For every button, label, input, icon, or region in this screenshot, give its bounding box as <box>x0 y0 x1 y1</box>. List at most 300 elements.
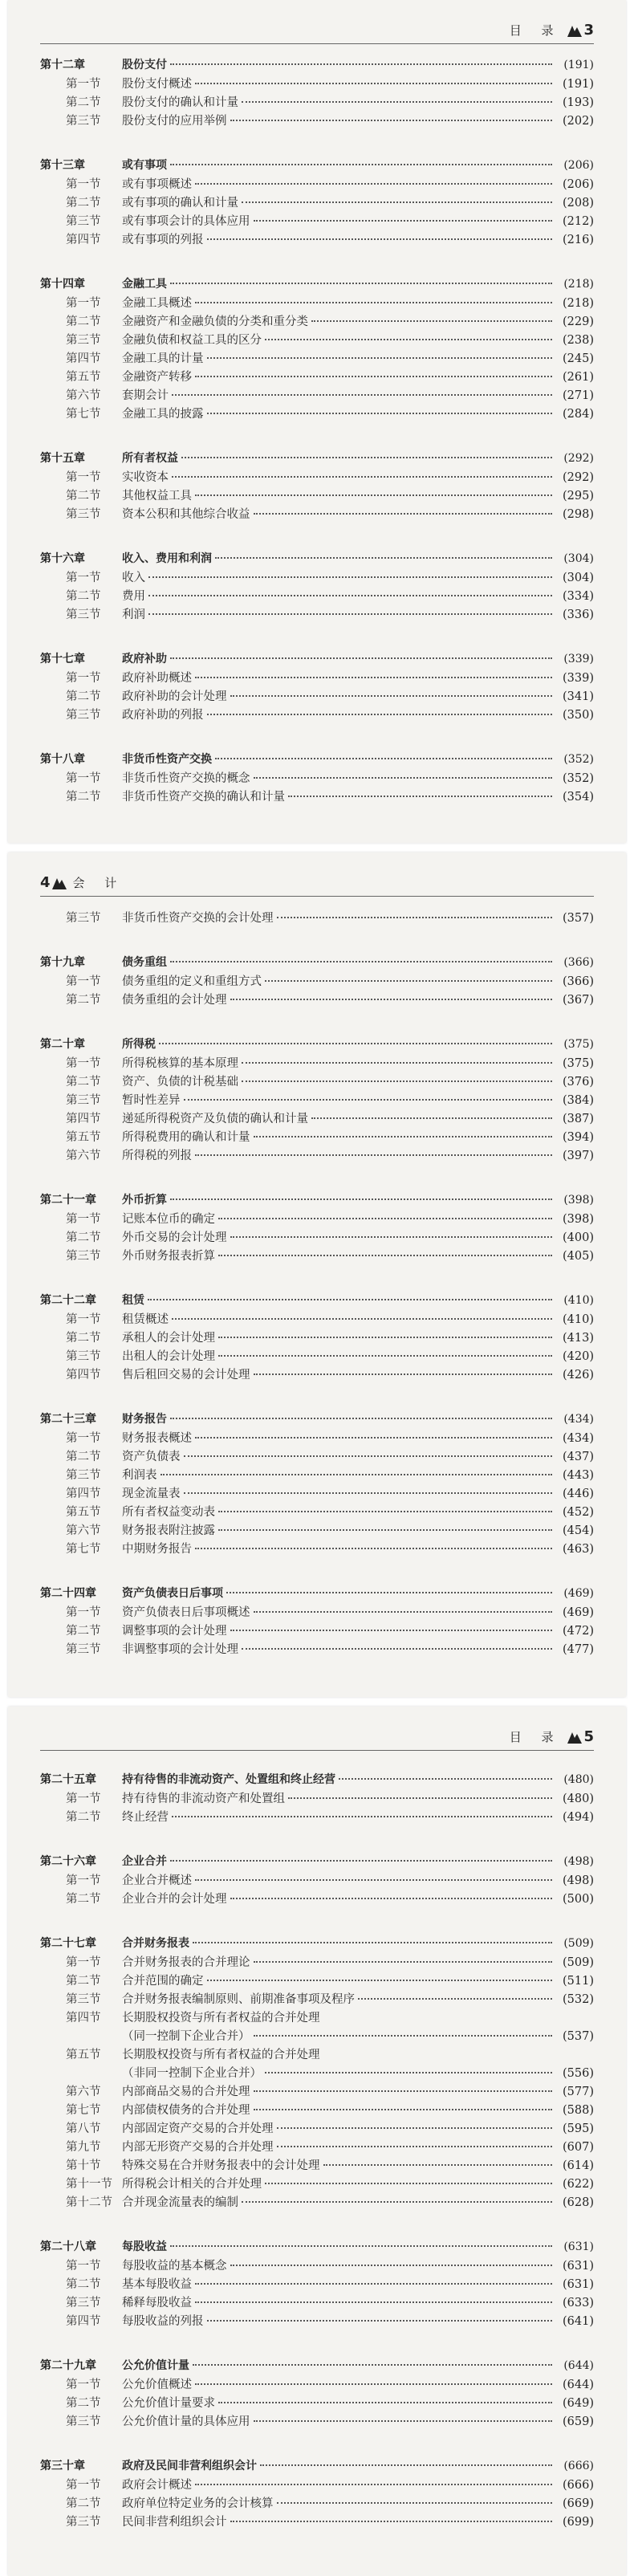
section-row-page: (397) <box>563 1150 594 1162</box>
section-row-label: 第一节 <box>66 1057 101 1070</box>
chapter-row-title: 债务重组 <box>122 956 167 969</box>
section-row-title: 内部商品交易的合并处理 <box>122 2086 250 2098</box>
section-row-page: (334) <box>563 590 594 603</box>
section-row-title: 内部无形资产交易的合并处理 <box>122 2141 274 2154</box>
section-row-page: (454) <box>563 1524 594 1537</box>
section-row-title: 收入 <box>122 572 145 584</box>
section-row[interactable] <box>40 2193 594 2212</box>
section-row-title: 所得税的列报 <box>122 1150 192 1162</box>
dot-leader <box>148 595 552 596</box>
section-row-title: 实收资本 <box>122 471 169 484</box>
section-row-page: (405) <box>563 1250 594 1263</box>
chapter-row[interactable] <box>40 954 594 972</box>
section-row-page: (366) <box>563 975 594 988</box>
chapter-row[interactable] <box>40 275 594 294</box>
section-row-page: (357) <box>563 912 594 925</box>
section-row[interactable] <box>40 294 594 312</box>
chapter-block <box>40 450 594 523</box>
section-row[interactable] <box>40 2476 594 2494</box>
section-row[interactable] <box>40 1808 594 1826</box>
section-row-page: (498) <box>563 1874 594 1887</box>
dot-leader <box>254 777 553 779</box>
section-row-label: 第六节 <box>66 2086 101 2098</box>
dot-leader <box>195 1437 552 1439</box>
section-row-title: 特殊交易在合并财务报表中的会计处理 <box>122 2159 320 2172</box>
chapter-row[interactable] <box>40 1853 594 1871</box>
chapter-row[interactable] <box>40 650 594 669</box>
section-row[interactable] <box>40 2138 594 2156</box>
dot-leader <box>159 1043 552 1044</box>
section-row-page: (350) <box>563 709 594 722</box>
dot-leader <box>358 1998 552 2000</box>
dot-leader <box>218 1529 552 1531</box>
section-row[interactable] <box>40 1990 594 2008</box>
section-row[interactable] <box>40 175 594 193</box>
section-row-title: 公允价值计量要求 <box>122 2397 215 2410</box>
dot-leader <box>323 2164 553 2166</box>
section-row-label: 第二节 <box>66 1332 101 1345</box>
dot-leader <box>242 1648 552 1650</box>
section-row-page: (452) <box>563 1506 594 1519</box>
section-row-label: 第六节 <box>66 1150 101 1162</box>
section-row-label: 第三节 <box>66 1350 101 1363</box>
section-row[interactable] <box>40 1347 594 1365</box>
section-row-page: (212) <box>563 215 594 228</box>
section-row-label: 第三节 <box>66 1094 101 1107</box>
chapter-row[interactable] <box>40 1771 594 1789</box>
section-row-page: (261) <box>563 371 594 384</box>
section-row[interactable] <box>40 687 594 706</box>
chapter-row-label: 第十二章 <box>40 59 85 71</box>
chapter-row[interactable] <box>40 751 594 769</box>
section-row-title: 财务报表附注披露 <box>122 1524 215 1537</box>
section-row-label: 第一节 <box>66 1313 101 1326</box>
section-row-label: 第二节 <box>66 1893 101 1906</box>
section-row[interactable] <box>40 2082 594 2101</box>
section-row-label: 第三节 <box>66 334 101 347</box>
section-row[interactable] <box>40 2101 594 2119</box>
dot-leader <box>184 1492 553 1494</box>
section-row-title: 递延所得税资产及负债的确认和计量 <box>122 1113 308 1125</box>
section-row-page: (304) <box>563 572 594 584</box>
section-row-title: 长期股权投资与所有者权益的合并处理 <box>122 2012 320 2025</box>
toc-list <box>40 1771 594 2558</box>
section-row[interactable] <box>40 1484 594 1503</box>
section-row[interactable] <box>40 1365 594 1384</box>
section-row-page: (394) <box>563 1131 594 1144</box>
chapter-block <box>40 909 594 927</box>
section-row[interactable] <box>40 468 594 486</box>
toc-list <box>40 56 594 832</box>
section-row[interactable] <box>40 405 594 423</box>
chapter-row[interactable] <box>40 450 594 468</box>
section-row-label: 第一节 <box>66 2379 101 2391</box>
section-row-title: 利润 <box>122 608 145 621</box>
chapter-row-title: 每股收益 <box>122 2240 167 2253</box>
section-row-label: 第一节 <box>66 1606 101 1619</box>
section-row-page: (588) <box>563 2104 594 2117</box>
section-row-title: 或有事项概述 <box>122 178 192 191</box>
section-row-page: (463) <box>563 1543 594 1556</box>
section-row-label: 第二节 <box>66 315 101 328</box>
chapter-row[interactable] <box>40 1191 594 1210</box>
section-row[interactable] <box>40 2494 594 2513</box>
section-row-page: (376) <box>563 1076 594 1089</box>
section-row[interactable] <box>40 2064 594 2082</box>
dot-leader <box>184 1099 553 1101</box>
section-row[interactable] <box>40 1640 594 1658</box>
chapter-row-title: 政府补助 <box>122 653 167 665</box>
dot-leader <box>195 2301 552 2303</box>
section-row[interactable] <box>40 93 594 112</box>
section-row-title: 资本公积和其他综合收益 <box>122 508 250 521</box>
section-row[interactable] <box>40 2312 594 2330</box>
dot-leader <box>195 376 552 377</box>
section-row[interactable] <box>40 1228 594 1247</box>
chapter-row[interactable] <box>40 157 594 175</box>
section-row-title: 非货币性资产交换的会计处理 <box>122 912 274 925</box>
section-row-page: (400) <box>563 1231 594 1244</box>
dot-leader <box>218 1511 552 1512</box>
dot-leader <box>265 980 552 982</box>
chapter-row-label: 第二十一章 <box>40 1194 96 1207</box>
section-row[interactable] <box>40 1429 594 1447</box>
chapter-block <box>40 954 594 1009</box>
chapter-row-label: 第二十九章 <box>40 2359 96 2372</box>
section-row-page: (292) <box>563 471 594 484</box>
chapter-row[interactable] <box>40 2457 594 2476</box>
section-row[interactable] <box>40 331 594 349</box>
section-row-label: 第一节 <box>66 975 101 988</box>
section-row[interactable] <box>40 2156 594 2175</box>
dot-leader <box>172 476 552 478</box>
chapter-row[interactable] <box>40 2238 594 2257</box>
section-row[interactable] <box>40 1540 594 1558</box>
dot-leader <box>218 1337 552 1338</box>
section-row[interactable] <box>40 1310 594 1329</box>
chapter-row-label: 第十八章 <box>40 753 85 766</box>
section-row-label: 第一节 <box>66 772 101 785</box>
chapter-row-page: (631) <box>563 2240 594 2253</box>
section-row-title: 稀释每股收益 <box>122 2297 192 2309</box>
section-row-label: 第五节 <box>66 371 101 384</box>
dot-leader <box>170 657 552 659</box>
section-row-page: (556) <box>563 2067 594 2080</box>
section-row-label: 第二节 <box>66 2278 101 2291</box>
section-row-title: 公允价值概述 <box>122 2379 192 2391</box>
section-row[interactable] <box>40 1054 594 1072</box>
chapter-row[interactable] <box>40 2357 594 2375</box>
section-row[interactable] <box>40 2175 594 2193</box>
section-row[interactable] <box>40 212 594 230</box>
section-row-label: 第二节 <box>66 590 101 603</box>
dot-leader <box>170 283 552 284</box>
section-row[interactable] <box>40 605 594 624</box>
publisher-logo-icon <box>566 1731 583 1745</box>
chapter-row[interactable] <box>40 1410 594 1429</box>
chapter-row-page: (509) <box>563 1937 594 1950</box>
section-row-title: 政府单位特定业务的会计核算 <box>122 2497 274 2510</box>
section-row-label: 第一节 <box>66 1874 101 1887</box>
dot-leader <box>242 2201 552 2203</box>
section-row-page: (193) <box>563 96 594 109</box>
section-row[interactable] <box>40 669 594 687</box>
section-row-title: 财务报表概述 <box>122 1432 192 1445</box>
section-row-title: 债务重组的会计处理 <box>122 994 227 1007</box>
chapter-row-title: 资产负债表日后事项 <box>122 1587 223 1600</box>
section-row[interactable] <box>40 486 594 505</box>
dot-leader <box>254 2035 553 2037</box>
dot-leader <box>230 120 553 121</box>
dot-leader <box>170 1198 552 1200</box>
dot-leader <box>195 302 552 303</box>
section-row-page: (669) <box>563 2497 594 2510</box>
section-row-title: 所得税核算的基本原理 <box>122 1057 238 1070</box>
chapter-row-title: 合并财务报表 <box>122 1937 189 1950</box>
section-row[interactable] <box>40 1210 594 1228</box>
dot-leader <box>254 1373 553 1375</box>
section-row-page: (336) <box>563 608 594 621</box>
section-row-page: (659) <box>563 2415 594 2428</box>
section-row-page: (631) <box>563 2260 594 2273</box>
section-row[interactable] <box>40 1503 594 1521</box>
section-row-page: (509) <box>563 1956 594 1969</box>
dot-leader <box>207 357 553 359</box>
section-row-label: 第十节 <box>66 2159 101 2172</box>
section-row-label: 第六节 <box>66 1524 101 1537</box>
section-row-page: (446) <box>563 1487 594 1500</box>
section-row-page: (477) <box>563 1643 594 1656</box>
dot-leader <box>218 2402 552 2403</box>
section-row[interactable] <box>40 2513 594 2531</box>
chapter-row-label: 第十七章 <box>40 653 85 665</box>
dot-leader <box>172 394 552 396</box>
chapter-row-page: (666) <box>563 2460 594 2472</box>
section-row-page: (699) <box>563 2516 594 2529</box>
dot-leader <box>230 1898 553 1899</box>
section-row-label: 第三节 <box>66 2516 101 2529</box>
section-row[interactable] <box>40 386 594 405</box>
chapter-block <box>40 157 594 249</box>
dot-leader <box>195 83 552 84</box>
chapter-row[interactable] <box>40 550 594 568</box>
section-row-page: (443) <box>563 1469 594 1482</box>
chapter-row-page: (644) <box>563 2359 594 2372</box>
section-row[interactable] <box>40 1109 594 1128</box>
dot-leader <box>254 220 553 222</box>
dot-leader <box>184 1455 553 1457</box>
section-row[interactable] <box>40 2412 594 2431</box>
section-row-title: 每股收益的列报 <box>122 2315 204 2328</box>
dot-leader <box>207 714 553 715</box>
dot-leader <box>277 2127 553 2129</box>
section-row[interactable] <box>40 1247 594 1265</box>
section-row-title: 股份支付概述 <box>122 78 192 91</box>
chapter-row-page: (434) <box>563 1413 594 1426</box>
dot-leader <box>254 2109 553 2110</box>
header-title: 目 录 <box>509 1730 562 1744</box>
chapter-block <box>40 2357 594 2431</box>
dot-leader <box>218 1355 552 1357</box>
chapter-row-label: 第三十章 <box>40 2460 85 2472</box>
section-row[interactable] <box>40 1622 594 1640</box>
section-row[interactable] <box>40 769 594 787</box>
dot-leader <box>254 2420 553 2422</box>
section-row-label: 第二节 <box>66 1076 101 1089</box>
section-row[interactable] <box>40 349 594 368</box>
section-row-label: 第一节 <box>66 178 101 191</box>
section-row-page: (295) <box>563 490 594 503</box>
section-row[interactable] <box>40 2045 594 2064</box>
chapter-block <box>40 751 594 806</box>
dot-leader <box>170 164 552 165</box>
section-row[interactable] <box>40 1072 594 1091</box>
dot-leader <box>254 513 553 515</box>
section-row[interactable] <box>40 1953 594 1972</box>
chapter-row[interactable] <box>40 1935 594 1953</box>
section-row-title: 终止经营 <box>122 1811 169 1824</box>
section-row[interactable] <box>40 2257 594 2275</box>
chapter-row-label: 第十九章 <box>40 956 85 969</box>
section-row[interactable] <box>40 505 594 523</box>
dot-leader <box>277 2502 553 2504</box>
section-row[interactable] <box>40 1146 594 1165</box>
section-row[interactable] <box>40 230 594 249</box>
section-row[interactable] <box>40 2275 594 2293</box>
chapter-row-title: 外币折算 <box>122 1194 167 1207</box>
section-row-title: 政府补助的列报 <box>122 709 204 722</box>
dot-leader <box>170 1860 552 1862</box>
dot-leader <box>242 1080 552 1082</box>
section-row[interactable] <box>40 1329 594 1347</box>
header-title: 目 录 <box>509 23 562 38</box>
chapter-row[interactable] <box>40 56 594 75</box>
section-row[interactable] <box>40 2119 594 2138</box>
section-row-title: 利润表 <box>122 1469 157 1482</box>
section-row[interactable] <box>40 2027 594 2045</box>
section-row-page: (413) <box>563 1332 594 1345</box>
section-row-label: 第一节 <box>66 2260 101 2273</box>
section-row[interactable] <box>40 1890 594 1908</box>
chapter-row-title: 持有待售的非流动资产、处置组和终止经营 <box>122 1773 335 1786</box>
chapter-row[interactable] <box>40 1292 594 1310</box>
chapter-row-page: (366) <box>563 956 594 969</box>
chapter-row[interactable] <box>40 1036 594 1054</box>
toc-page-4 <box>8 853 626 1697</box>
chapter-block <box>40 650 594 724</box>
section-row-title: 外币财务报表折算 <box>122 1250 215 1263</box>
chapter-block <box>40 1191 594 1265</box>
section-row-page: (622) <box>563 2178 594 2191</box>
section-row-page: (437) <box>563 1451 594 1463</box>
dot-leader <box>181 457 552 458</box>
section-row-label: 第三节 <box>66 912 101 925</box>
section-row-label: 第四节 <box>66 2012 101 2025</box>
section-row-page: (284) <box>563 408 594 421</box>
section-row-title: 资产负债表 <box>122 1451 181 1463</box>
section-row-label: 第一节 <box>66 78 101 91</box>
dot-leader <box>170 961 552 962</box>
section-row-label: 第二节 <box>66 2397 101 2410</box>
section-row-label: 第十一节 <box>66 2178 112 2191</box>
section-row[interactable] <box>40 1972 594 1990</box>
section-row-title: 所得税费用的确认和计量 <box>122 1131 250 1144</box>
dot-leader <box>193 2364 552 2366</box>
chapter-row-title: 或有事项 <box>122 159 167 172</box>
section-row-label: 第三节 <box>66 1469 101 1482</box>
section-row[interactable] <box>40 2293 594 2312</box>
section-row[interactable] <box>40 312 594 331</box>
page-header <box>40 1713 594 1751</box>
section-row[interactable] <box>40 787 594 806</box>
section-row-label: 第七节 <box>66 2104 101 2117</box>
dot-leader <box>254 1961 553 1963</box>
section-row-page: (245) <box>563 352 594 365</box>
section-row-title: 金融工具概述 <box>122 297 192 310</box>
section-row[interactable] <box>40 1466 594 1484</box>
section-row-page: (420) <box>563 1350 594 1363</box>
section-row[interactable] <box>40 1603 594 1622</box>
section-row[interactable] <box>40 1128 594 1146</box>
section-row[interactable] <box>40 568 594 587</box>
chapter-row[interactable] <box>40 1585 594 1603</box>
dot-leader <box>148 1299 552 1300</box>
section-row-page: (426) <box>563 1369 594 1382</box>
section-row[interactable] <box>40 112 594 130</box>
section-row[interactable] <box>40 1091 594 1109</box>
section-row-label: 第四节 <box>66 2315 101 2328</box>
section-row[interactable] <box>40 1789 594 1808</box>
page-number: 4 <box>40 874 51 891</box>
section-row[interactable] <box>40 706 594 724</box>
section-row[interactable] <box>40 909 594 927</box>
toc-page-5 <box>8 1707 626 2576</box>
section-row[interactable] <box>40 587 594 605</box>
section-row[interactable] <box>40 972 594 991</box>
section-row-title: 债务重组的定义和重组方式 <box>122 975 262 988</box>
section-row-title: 公允价值计量的具体应用 <box>122 2415 250 2428</box>
section-row[interactable] <box>40 1871 594 1890</box>
section-row[interactable] <box>40 1521 594 1540</box>
section-row[interactable] <box>40 2008 594 2027</box>
section-row[interactable] <box>40 2394 594 2412</box>
chapter-row-title: 企业合并 <box>122 1855 167 1868</box>
section-row[interactable] <box>40 991 594 1009</box>
section-row-page: (352) <box>563 772 594 785</box>
section-row-title: 所得税会计相关的合并处理 <box>122 2178 262 2191</box>
section-row-title: 金融工具的披露 <box>122 408 204 421</box>
dot-leader <box>265 2183 552 2184</box>
section-row[interactable] <box>40 368 594 386</box>
section-row-label: 第八节 <box>66 2122 101 2135</box>
section-row[interactable] <box>40 2375 594 2394</box>
dot-leader <box>339 1778 552 1780</box>
section-row-title: 承租人的会计处理 <box>122 1332 215 1345</box>
section-row[interactable] <box>40 1447 594 1466</box>
chapter-row-page: (469) <box>563 1587 594 1600</box>
dot-leader <box>242 1062 552 1064</box>
chapter-block <box>40 1292 594 1384</box>
section-row-page: (341) <box>563 690 594 703</box>
dot-leader <box>288 1797 552 1799</box>
chapter-row-page: (410) <box>563 1294 594 1307</box>
section-row[interactable] <box>40 75 594 93</box>
section-row-page: (202) <box>563 115 594 128</box>
section-row[interactable] <box>40 193 594 212</box>
dot-leader <box>218 1218 552 1219</box>
section-row-title: 或有事项的确认和计量 <box>122 197 238 210</box>
section-row-label: 第一节 <box>66 572 101 584</box>
